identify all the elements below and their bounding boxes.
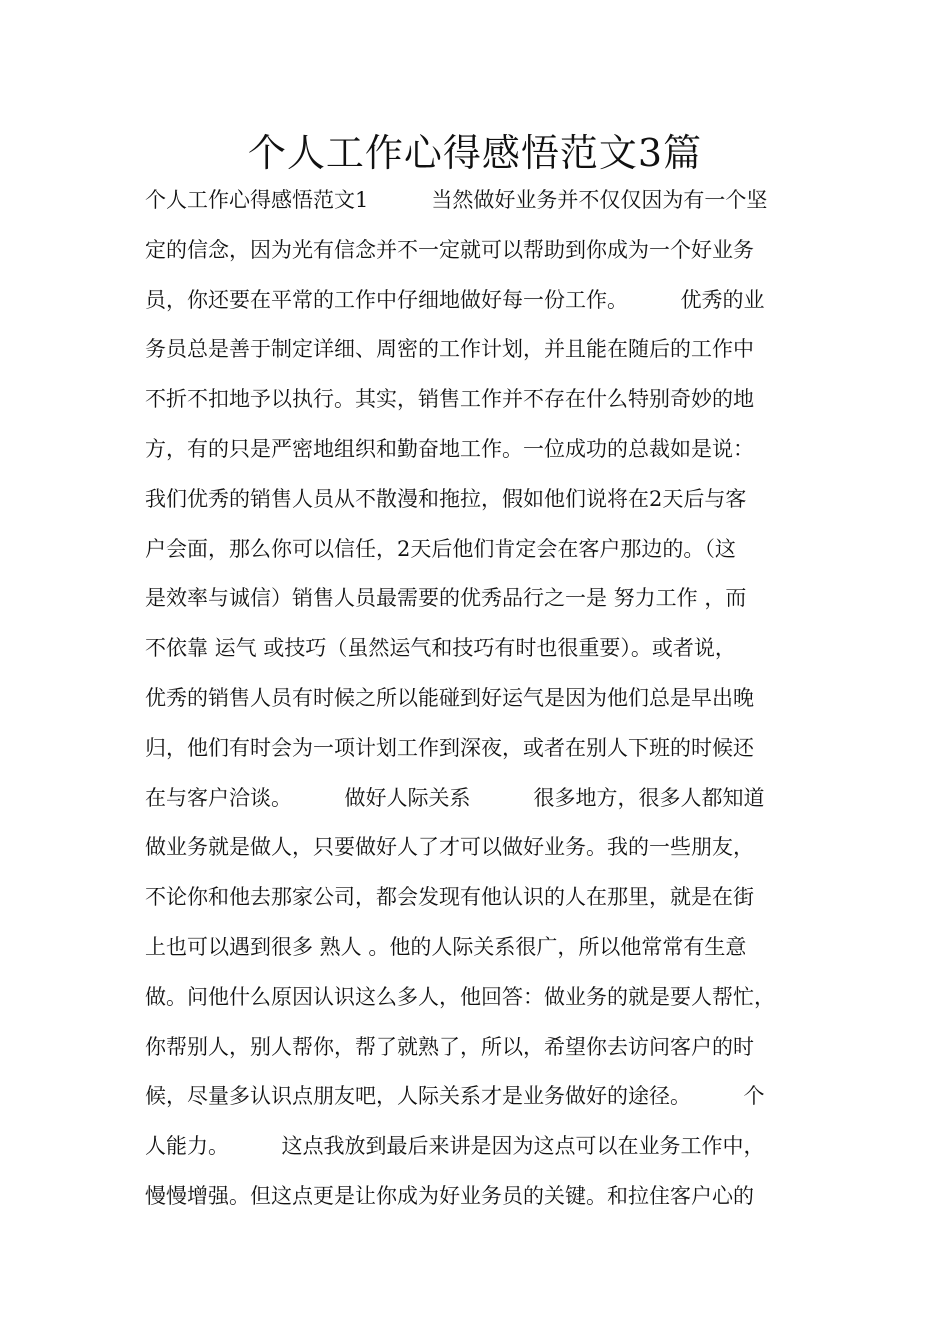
body-line: 你帮别人，别人帮你，帮了就熟了，所以，希望你去访问客户的时 (145, 1034, 754, 1059)
body-line: 不论你和他去那家公司，都会发现有他认识的人在那里，就是在街 (145, 885, 754, 910)
body-line: 是效率与诚信）销售人员最需要的优秀品行之一是 努力工作 ，而 (145, 586, 747, 611)
body-line: 候，尽量多认识点朋友吧，人际关系才是业务做好的途径。 个 (145, 1084, 765, 1109)
document-title: 个人工作心得感悟范文3篇 (247, 131, 703, 175)
body-line: 定的信念，因为光有信念并不一定就可以帮助到你成为一个好业务 (145, 237, 754, 262)
body-line: 务员总是善于制定详细、周密的工作计划，并且能在随后的工作中 (145, 337, 754, 362)
body-line: 个人工作心得感悟范文1 当然做好业务并不仅仅因为有一个坚 (145, 188, 768, 212)
body-line: 优秀的销售人员有时候之所以能碰到好运气是因为他们总是早出晚 (145, 685, 754, 710)
body-line: 慢慢增强。但这点更是让你成为好业务员的关键。和拉住客户心的 (145, 1183, 754, 1208)
body-line: 员，你还要在平常的工作中仔细地做好每一份工作。 优秀的业 (145, 287, 765, 312)
body-line: 我们优秀的销售人员从不散漫和拖拉，假如他们说将在2天后与客 (145, 486, 747, 511)
body-line: 人能力。 这点我放到最后来讲是因为这点可以在业务工作中， (145, 1134, 765, 1159)
body-line: 做业务就是做人，只要做好人了才可以做好业务。我的一些朋友， (145, 835, 754, 860)
body-line: 户会面，那么你可以信任，2天后他们肯定会在客户那边的。（这 (145, 536, 736, 561)
body-line: 方，有的只是严密地组织和勤奋地工作。一位成功的总裁如是说： (145, 436, 754, 461)
body-line: 在与客户洽谈。 做好人际关系 很多地方，很多人都知道 (145, 785, 765, 810)
body-line: 不折不扣地予以执行。其实，销售工作并不存在什么特别奇妙的地 (145, 387, 754, 412)
body-line: 上也可以遇到很多 熟人 。他的人际关系很广，所以他常常有生意 (145, 934, 747, 959)
body-line: 归，他们有时会为一项计划工作到深夜，或者在别人下班的时候还 (145, 735, 754, 760)
body-line: 不依靠 运气 或技巧（虽然运气和技巧有时也很重要）。或者说， (145, 636, 736, 661)
body-line: 做。问他什么原因认识这么多人，他回答：做业务的就是要人帮忙， (145, 984, 775, 1009)
document-body (145, 176, 825, 1222)
